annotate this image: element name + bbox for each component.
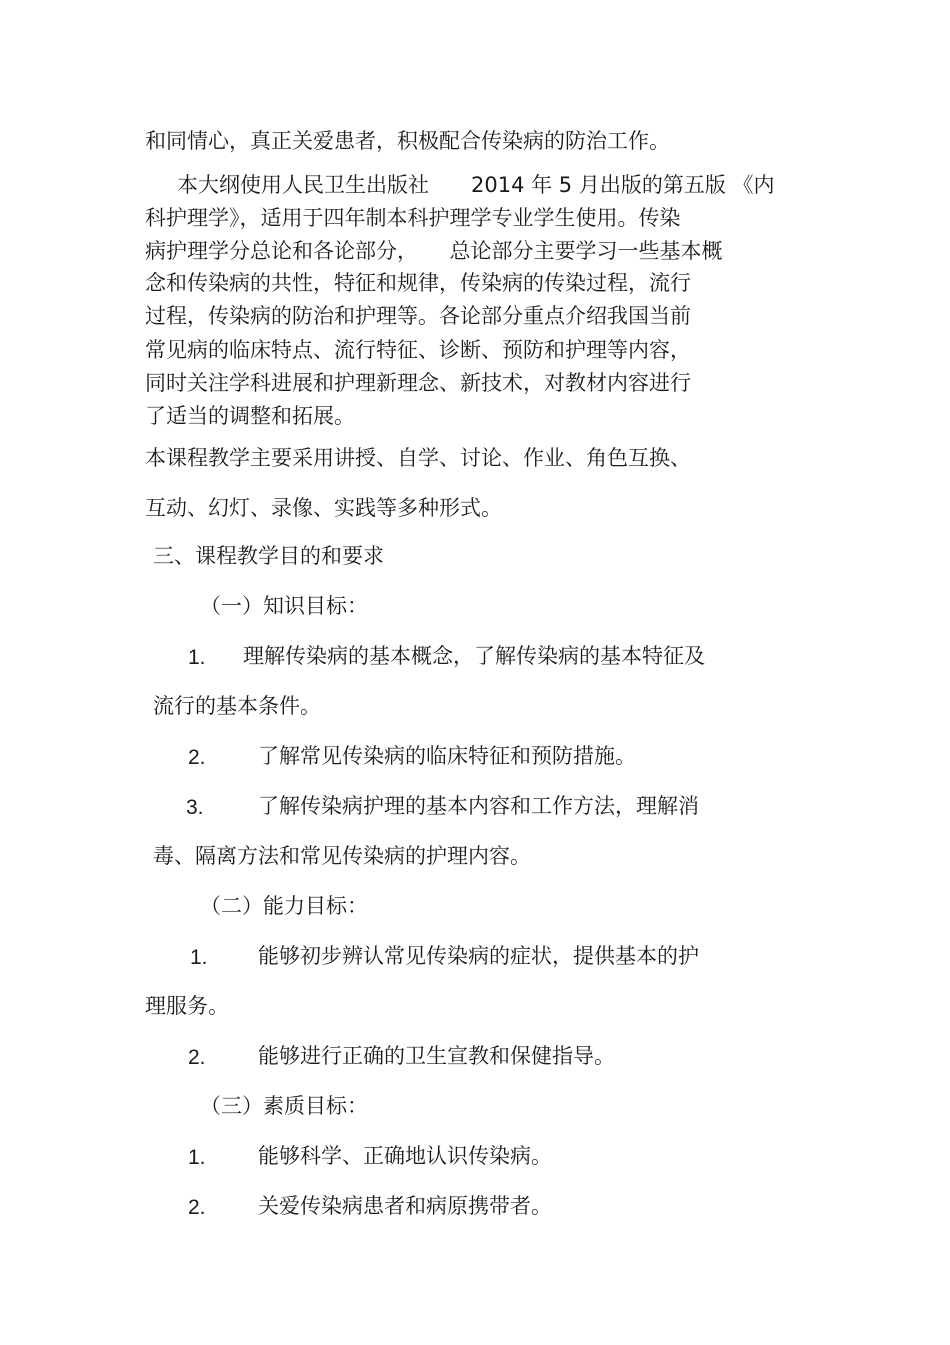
list-number: 1. [188,1146,206,1169]
list-item-text: 毒、隔离方法和常见传染病的护理内容。 [153,844,531,868]
list-item-text: 能够进行正确的卫生宣教和保健指导。 [258,1044,615,1068]
subsection-heading: （二）能力目标： [200,894,368,918]
paragraph-line: 了适当的调整和拓展。 [145,404,355,428]
list-number: 2. [188,746,206,769]
list-item-text: 关爱传染病患者和病原携带者。 [258,1194,552,1218]
list-item-text: 能够科学、正确地认识传染病。 [258,1144,552,1168]
list-number: 1. [188,646,206,669]
paragraph-line: 病护理学分总论和各论部分， 总论部分主要学习一些基本概 [145,239,723,263]
paragraph-line: 互动、幻灯、录像、实践等多种形式。 [145,496,502,520]
list-item-text: 理解传染病的基本概念，了解传染病的基本特征及 [243,644,705,668]
list-number: 1. [190,946,208,969]
list-number: 2. [188,1196,206,1219]
list-item-text: 了解传染病护理的基本内容和工作方法，理解消 [258,794,699,818]
subsection-heading: （一）知识目标： [200,594,368,618]
paragraph-line: 同时关注学科进展和护理新理念、新技术，对教材内容进行 [145,371,691,395]
list-item-text: 能够初步辨认常见传染病的症状，提供基本的护 [258,944,699,968]
section-heading: 三、课程教学目的和要求 [153,544,384,568]
list-number: 3. [186,796,204,819]
paragraph-line: 科护理学》，适用于四年制本科护理学专业学生使用。传染 [145,206,681,230]
paragraph-line: 过程，传染病的防治和护理等。各论部分重点介绍我国当前 [145,304,691,328]
list-item-text: 流行的基本条件。 [153,694,321,718]
paragraph-line: 常见病的临床特点、流行特征、诊断、预防和护理等内容， [145,338,691,362]
list-number: 2. [188,1046,206,1069]
subsection-heading: （三）素质目标： [200,1094,368,1118]
paragraph-line: 本课程教学主要采用讲授、自学、讨论、作业、角色互换、 [145,446,691,470]
list-item-text: 理服务。 [145,994,229,1018]
paragraph-line: 本大纲使用人民卫生出版社 2014 年 5 月出版的第五版 《内 [177,173,775,197]
paragraph-line: 和同情心，真正关爱患者，积极配合传染病的防治工作。 [145,129,670,153]
paragraph-line: 念和传染病的共性，特征和规律，传染病的传染过程，流行 [145,271,691,295]
list-item-text: 了解常见传染病的临床特征和预防措施。 [258,744,636,768]
